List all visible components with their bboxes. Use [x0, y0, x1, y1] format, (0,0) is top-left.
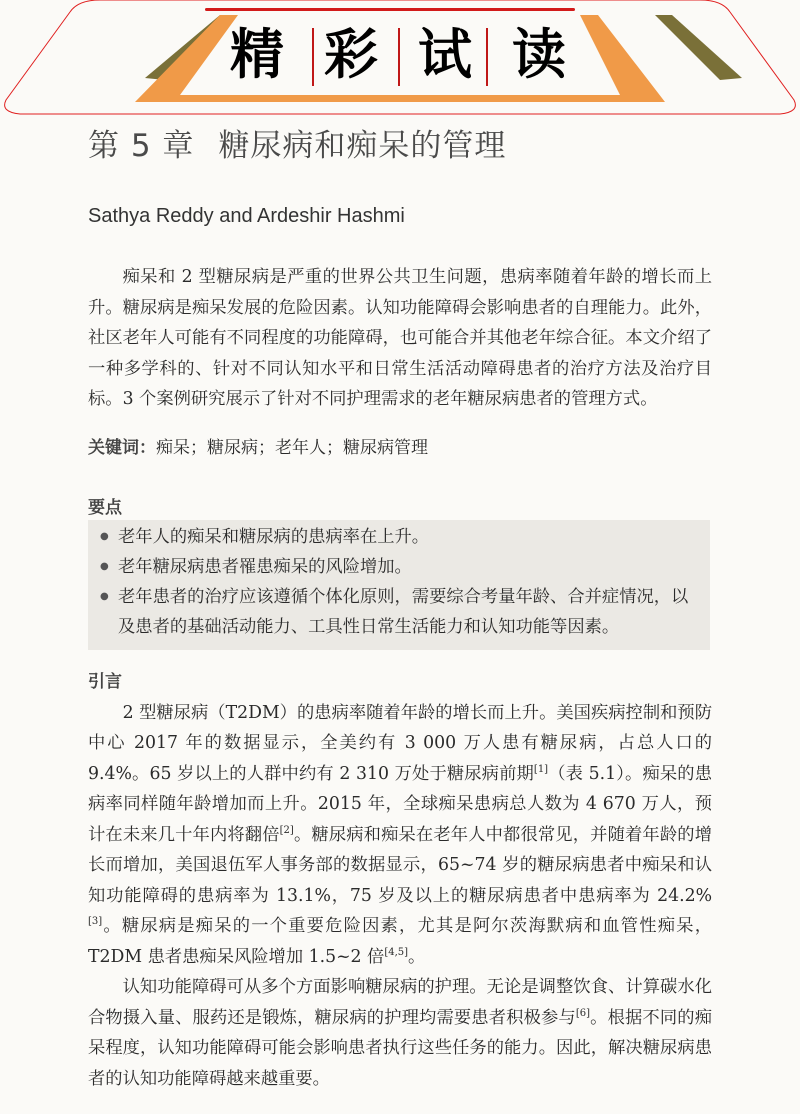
- key-points-title: 要点: [88, 497, 122, 518]
- intro-paragraph-1: [88, 698, 712, 973]
- text: 。糖尿病和痴呆在老年人中都很常见，并随着年龄的增长而增加，美国退伍军人事务部的数据显示，65~74 岁的糖尿病患者中痴呆和认知功能障碍的患病率为 13.1%，75 岁及以上的糖尿病患者中患病率为 24.2%: [88, 824, 712, 906]
- key-point: ● 老年糖尿病患者罹患痴呆的风险增加。: [118, 552, 702, 582]
- banner-char: 精: [230, 23, 284, 86]
- banner-char: 试: [418, 23, 472, 86]
- text: 。糖尿病是痴呆的一个重要危险因素，尤其是阿尔茨海默病和血管性痴呆，T2DM 患者患痴呆风险增加 1.5~2 倍: [88, 916, 712, 967]
- citation: [4,5]: [384, 946, 409, 958]
- chapter-number: 第 5 章: [88, 128, 195, 164]
- text: 。: [408, 946, 426, 967]
- key-point: ● 老年患者的治疗应该遵循个体化原则，需要综合考量年龄、合并症情况，以及患者的基础活动能力、工具性日常生活能力和认知功能等因素。: [118, 582, 702, 642]
- citation: [2]: [279, 824, 294, 836]
- key-points-box: [88, 520, 710, 650]
- banner-char: 读: [512, 23, 566, 86]
- citation: [3]: [88, 916, 103, 928]
- abstract: 痴呆和 2 型糖尿病是严重的世界公共卫生问题，患病率随着年龄的增长而上升。糖尿病是痴呆发展的危险因素。认知功能障碍会影响患者的自理能力。此外，社区老年人可能有不同程度的功能障碍，也可能合并其他老年综合征。本文介绍了一种多学科的、针对不同认知水平和日常生活活动障碍患者的治疗方法及治疗目标。3 个案例研究展示了针对不同护理需求的老年糖尿病患者的管理方式。: [88, 267, 712, 409]
- keywords: [88, 435, 712, 461]
- citation: [6]: [575, 1007, 591, 1019]
- keywords-label: 关键词：: [88, 437, 156, 458]
- intro-paragraph-2: [88, 972, 712, 1094]
- chapter-title: 糖尿病和痴呆的管理: [218, 128, 507, 164]
- text: 2 型糖尿病（T2DM）的患病率随着年龄的增长而上升。美国疾病控制和预防中心 2017 年的数据显示，全美约有 3 000 万人患有糖尿病，占总人口的 9.4%。65 岁以上的人群中约有 2 310 万处于糖尿病前期: [88, 702, 712, 784]
- text: （表 5.1）。痴呆的患病率同样随年龄增加而上升。2015 年，全球痴呆患病总人数为 4 670 万人，预计在未来几十年内将翻倍: [88, 763, 712, 845]
- intro-heading: 引言: [88, 671, 122, 692]
- keywords-value: 痴呆；糖尿病；老年人；糖尿病管理: [156, 437, 428, 458]
- authors: Sathya Reddy and Ardeshir Hashmi: [88, 205, 405, 227]
- banner-char: 彩: [324, 23, 378, 86]
- text: 认知功能障碍可从多个方面影响糖尿病的护理。无论是调整饮食、计算碳水化合物摄入量、服药还是锻炼，糖尿病的护理均需要患者积极参与: [88, 977, 712, 1028]
- citation: [1]: [533, 763, 549, 775]
- chapter-heading: [88, 124, 712, 168]
- text: 。根据不同的痴呆程度，认知功能障碍可能会影响患者执行这些任务的能力。因此，解决糖尿病患者的认知功能障碍越来越重要。: [88, 1007, 712, 1089]
- key-point: ● 老年人的痴呆和糖尿病的患病率在上升。: [118, 522, 702, 552]
